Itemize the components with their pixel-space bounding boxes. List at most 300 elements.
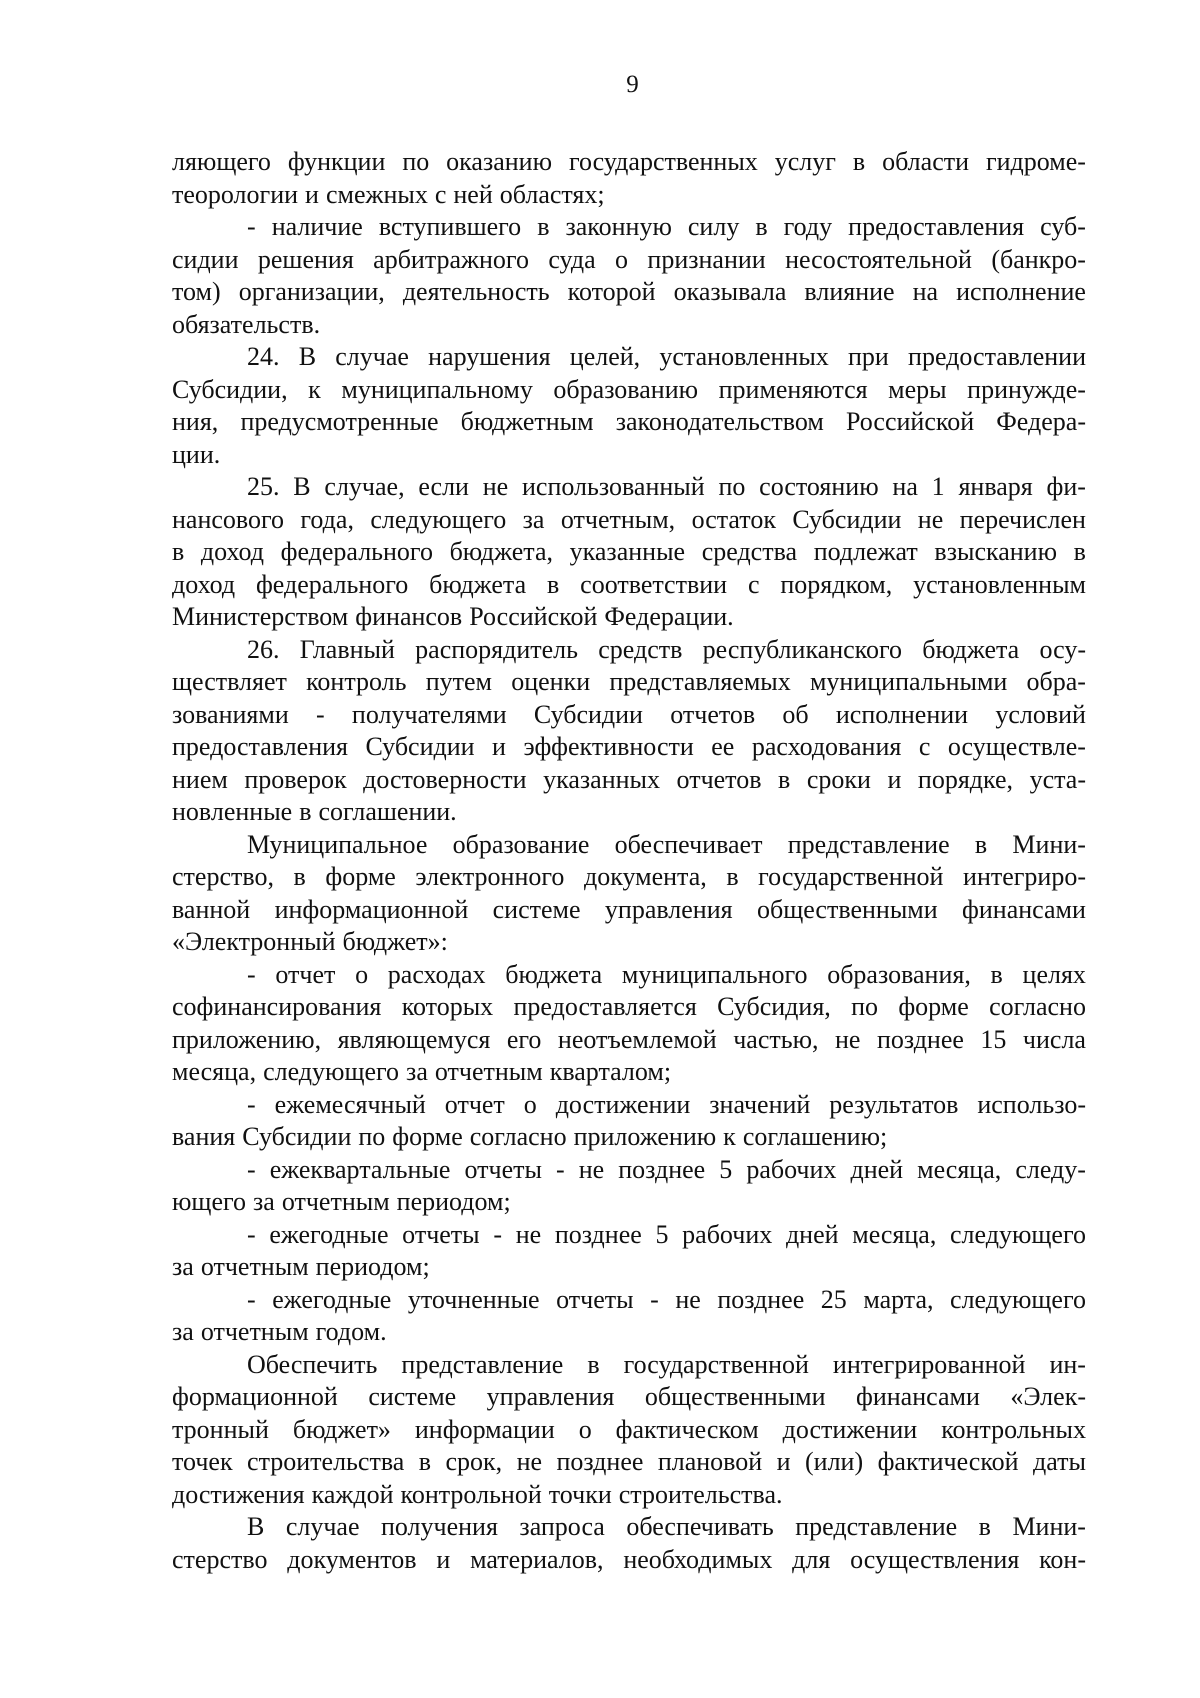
- word: целей,: [569, 342, 641, 371]
- word: которых: [401, 992, 494, 1021]
- word: Главный: [299, 634, 395, 664]
- word: следу-: [1015, 1154, 1086, 1184]
- word: ней: [453, 179, 493, 209]
- word: дней: [850, 1154, 904, 1184]
- word: получателями: [351, 699, 507, 729]
- word: целях: [1022, 959, 1086, 989]
- text-line: [172, 569, 1086, 602]
- word: к: [308, 374, 321, 404]
- word: предоставления: [172, 732, 348, 761]
- text-line: [172, 1186, 1086, 1219]
- word: на: [892, 472, 918, 501]
- word: установленным: [913, 569, 1086, 599]
- word: не: [675, 1284, 701, 1314]
- word: расходования: [751, 732, 902, 761]
- word: срок,: [445, 1447, 503, 1476]
- word: дней: [785, 1219, 839, 1249]
- text-line: [172, 959, 1086, 992]
- word: Субсидии: [533, 699, 643, 729]
- word: интегриро-: [963, 862, 1086, 891]
- word: которой: [567, 277, 656, 306]
- text-line: [172, 1349, 1086, 1382]
- word: несостоятельной: [785, 244, 972, 274]
- word: интегрированной: [832, 1349, 1026, 1379]
- word: по: [358, 1122, 386, 1151]
- word: государственной: [758, 862, 944, 891]
- word: осу-: [1039, 634, 1086, 664]
- word: об: [782, 699, 809, 729]
- word: -: [556, 1154, 565, 1184]
- word: сроки: [806, 764, 871, 794]
- word: согласно: [469, 1122, 567, 1151]
- word: предоставления: [848, 212, 1025, 241]
- text-line: [172, 861, 1086, 894]
- text-line: [172, 504, 1086, 537]
- word: фактическом: [615, 1414, 759, 1444]
- word: оказывала: [673, 277, 787, 306]
- word: порядком,: [780, 569, 893, 599]
- text-line: [172, 1511, 1086, 1544]
- word: использованный: [522, 472, 705, 501]
- word: контрольных: [941, 1414, 1086, 1444]
- word: состоянию: [759, 472, 879, 501]
- text-line: [172, 1089, 1086, 1122]
- word: -: [247, 959, 256, 989]
- word: нарушения: [428, 342, 551, 371]
- word: В: [293, 472, 311, 501]
- word: установленных: [659, 342, 829, 371]
- word: уста-: [1029, 764, 1086, 794]
- word: области: [882, 147, 970, 176]
- word: управления: [604, 894, 733, 924]
- word: в: [299, 797, 312, 826]
- word: указанные: [569, 537, 686, 566]
- word: января: [958, 472, 1033, 501]
- word: 26.: [247, 634, 280, 664]
- word: отчетов: [676, 764, 762, 794]
- word: представление: [795, 1512, 958, 1541]
- word: следующего: [950, 1219, 1086, 1249]
- word: признании: [647, 244, 766, 274]
- word: не: [578, 1154, 605, 1184]
- word: месяца,: [852, 1219, 937, 1249]
- word: в: [978, 1512, 991, 1541]
- word: 25.: [247, 472, 280, 501]
- word: Мини-: [1012, 1512, 1086, 1541]
- word: бюджет»: [292, 1414, 391, 1444]
- word: Российской: [469, 602, 598, 631]
- word: образование: [452, 829, 590, 859]
- word: Муниципальное: [247, 829, 428, 859]
- text-line: [172, 1316, 1086, 1349]
- word: бюджета: [505, 959, 603, 989]
- text-line: [172, 276, 1086, 309]
- word: государственных: [568, 147, 758, 176]
- word: услуг: [774, 147, 836, 176]
- word: отчеты: [402, 1219, 480, 1249]
- word: функции: [287, 147, 386, 176]
- word: ляющего: [172, 147, 271, 176]
- word: форме: [898, 992, 969, 1021]
- word: -: [493, 1219, 502, 1249]
- text-line: [172, 1381, 1086, 1414]
- word: влияние: [804, 277, 895, 306]
- word: стерство: [172, 1544, 268, 1574]
- word: 5: [719, 1154, 733, 1184]
- word: о: [578, 1414, 592, 1444]
- word: каждой: [311, 1479, 394, 1509]
- word: месяца,: [172, 1057, 257, 1086]
- word: -: [247, 1284, 256, 1314]
- word: в: [852, 147, 866, 176]
- word: если: [418, 472, 469, 501]
- word: в: [974, 829, 988, 859]
- word: представляемых: [609, 667, 791, 696]
- word: (банкро-: [991, 244, 1086, 274]
- word: Обеспечить: [247, 1349, 378, 1379]
- word: форме: [325, 862, 396, 891]
- word: информационной: [274, 894, 469, 924]
- word: финансами: [962, 894, 1086, 924]
- word: и: [776, 1447, 791, 1476]
- word: обеспечивать: [626, 1512, 774, 1541]
- word: точки: [548, 1479, 612, 1509]
- word: -: [247, 1154, 256, 1184]
- text-line: [172, 341, 1086, 374]
- word: осуществления: [850, 1544, 1020, 1574]
- word: Министерством: [172, 602, 349, 631]
- word: оценки: [511, 667, 591, 696]
- word: отчеты: [556, 1284, 634, 1314]
- word: обязательств.: [172, 309, 321, 339]
- text-line: [172, 829, 1086, 862]
- word: информации: [414, 1414, 555, 1444]
- text-line: [172, 634, 1086, 667]
- word: ществляет: [172, 667, 287, 696]
- word: отчетным: [200, 1252, 309, 1281]
- word: за: [172, 1317, 194, 1346]
- word: стерство,: [172, 862, 274, 891]
- word: расходах: [387, 959, 486, 989]
- word: тронный: [172, 1414, 269, 1444]
- word: электронного: [415, 862, 565, 891]
- word: перечислен: [959, 504, 1086, 534]
- word: распорядитель: [415, 634, 579, 664]
- word: значений: [709, 1089, 811, 1119]
- word: кон-: [1039, 1544, 1086, 1574]
- word: решения: [257, 244, 354, 274]
- word: позднее: [556, 1447, 644, 1476]
- word: ванной: [172, 894, 251, 924]
- text-line: [172, 1284, 1086, 1317]
- word: приложению: [573, 1122, 717, 1151]
- word: исполнение: [956, 277, 1086, 306]
- word: -: [650, 1284, 659, 1314]
- word: и: [305, 179, 319, 209]
- word: месяца,: [917, 1154, 1002, 1184]
- word: муниципального: [621, 959, 808, 989]
- word: достижении: [782, 1414, 918, 1444]
- word: случае: [335, 342, 409, 371]
- word: форме: [392, 1122, 463, 1151]
- word: в: [418, 1447, 432, 1476]
- word: ежеквартальные: [269, 1154, 451, 1184]
- word: с: [918, 732, 931, 761]
- text-line: [172, 991, 1086, 1024]
- word: не: [516, 1447, 543, 1476]
- word: отчет: [444, 1089, 505, 1119]
- word: 25: [820, 1284, 847, 1314]
- word: ежегодные: [269, 1219, 389, 1249]
- word: бюджета,: [449, 537, 554, 566]
- word: предоставлении: [908, 342, 1086, 371]
- word: достижения: [172, 1479, 305, 1509]
- text-line: [172, 406, 1086, 439]
- word: -: [247, 1089, 256, 1119]
- word: в: [587, 1349, 600, 1379]
- word: на: [912, 277, 939, 306]
- word: позднее: [618, 1154, 706, 1184]
- word: законодательством: [615, 407, 824, 436]
- word: «Электронный: [172, 927, 336, 956]
- word: неотъемлемой: [557, 1024, 717, 1054]
- word: муниципальными: [809, 667, 1008, 696]
- word: обра-: [1026, 667, 1086, 696]
- text-line: [172, 471, 1086, 504]
- word: Субсидии: [365, 732, 475, 761]
- word: федерального: [255, 569, 409, 599]
- word: за: [253, 1187, 275, 1216]
- word: эффективности: [523, 732, 694, 761]
- text-line: [172, 796, 1086, 829]
- text-line: [172, 764, 1086, 797]
- word: ин-: [1049, 1349, 1086, 1379]
- word: Российской: [845, 407, 975, 436]
- word: с: [434, 179, 447, 209]
- word: следующего: [370, 504, 507, 534]
- word: гидроме-: [985, 147, 1086, 176]
- word: строительства.: [618, 1479, 783, 1509]
- text-line: [172, 211, 1086, 244]
- word: позднее: [717, 1284, 805, 1314]
- word: новленные: [172, 797, 293, 826]
- word: остаток: [691, 504, 776, 534]
- word: ежегодные: [272, 1284, 392, 1314]
- word: по: [402, 147, 430, 176]
- word: за: [172, 1252, 194, 1281]
- word: в: [537, 212, 550, 241]
- word: ежемесячный: [274, 1089, 426, 1119]
- word: силу: [687, 212, 740, 241]
- word: системе: [368, 1382, 457, 1411]
- word: общественными: [756, 894, 938, 924]
- text-line: [172, 1544, 1086, 1577]
- text-line: [172, 146, 1086, 179]
- text-line: [172, 179, 1086, 212]
- word: общественными: [644, 1382, 826, 1411]
- word: условий: [995, 699, 1086, 729]
- word: в: [778, 764, 791, 794]
- word: строительства: [247, 1447, 405, 1476]
- word: для: [792, 1544, 831, 1574]
- word: и: [887, 764, 902, 794]
- word: организации,: [238, 277, 385, 306]
- word: получения: [380, 1512, 498, 1541]
- text-line: [172, 601, 1086, 634]
- word: Федера-: [996, 407, 1086, 436]
- word: -: [247, 212, 256, 241]
- word: случае,: [324, 472, 405, 501]
- text-line: [172, 1446, 1086, 1479]
- word: финансами: [855, 1382, 980, 1411]
- word: соответствии: [580, 569, 728, 599]
- word: 24.: [247, 342, 280, 371]
- text-line: [172, 439, 1086, 472]
- text-line: [172, 1121, 1086, 1154]
- word: финансов: [355, 602, 463, 631]
- word: запроса: [519, 1512, 605, 1541]
- word: точек: [172, 1447, 233, 1476]
- word: достоверности: [363, 764, 527, 794]
- word: смежных: [325, 179, 428, 209]
- word: -: [247, 1219, 256, 1249]
- word: отчеты: [464, 1154, 542, 1184]
- text-line: [172, 699, 1086, 732]
- word: ции.: [172, 439, 221, 469]
- word: согласно: [989, 992, 1086, 1021]
- word: к: [723, 1122, 736, 1151]
- word: обеспечивает: [614, 829, 763, 859]
- word: предоставляется: [513, 992, 697, 1021]
- word: документов: [287, 1544, 417, 1574]
- word: нансового: [172, 504, 285, 534]
- text-line: [172, 1024, 1086, 1057]
- word: с: [747, 569, 760, 599]
- word: государственной: [623, 1349, 809, 1379]
- word: зованиями: [172, 699, 289, 729]
- word: о: [523, 1089, 537, 1119]
- word: 15: [980, 1024, 1007, 1054]
- document-body: [172, 146, 1086, 1576]
- word: и: [436, 1544, 451, 1574]
- word: бюджет»:: [342, 927, 448, 956]
- word: в: [990, 959, 1003, 989]
- word: за: [406, 1057, 428, 1086]
- word: системе: [492, 894, 581, 924]
- word: отчетным: [200, 1317, 309, 1346]
- word: контроль: [306, 667, 407, 696]
- word: частью,: [733, 1024, 819, 1054]
- word: использо-: [977, 1089, 1086, 1119]
- word: о: [355, 959, 369, 989]
- word: году: [783, 212, 833, 241]
- word: суда: [548, 244, 596, 274]
- text-line: [172, 666, 1086, 699]
- word: при: [848, 342, 889, 371]
- word: суб-: [1040, 212, 1086, 241]
- word: доход: [200, 537, 264, 566]
- word: взысканию: [934, 537, 1058, 566]
- word: арбитражного: [373, 244, 529, 274]
- word: «Элек-: [1010, 1382, 1086, 1411]
- word: порядке,: [917, 764, 1014, 794]
- word: Субсидии: [792, 504, 902, 534]
- word: осуществле-: [947, 732, 1086, 761]
- word: муниципальному: [341, 374, 533, 404]
- text-line: [172, 1056, 1086, 1089]
- word: контрольной: [400, 1479, 542, 1509]
- word: его: [506, 1024, 542, 1054]
- word: оказанию: [446, 147, 553, 176]
- word: бюджетным: [460, 407, 594, 436]
- word: представление: [401, 1349, 564, 1379]
- word: марта,: [863, 1284, 934, 1314]
- word: фи-: [1046, 472, 1086, 501]
- word: меры: [888, 374, 947, 404]
- word: вступившего: [378, 212, 522, 241]
- word: ее: [711, 732, 735, 761]
- text-line: [172, 1219, 1086, 1252]
- word: соглашении.: [318, 797, 457, 826]
- word: Субсидии: [242, 1122, 352, 1151]
- word: по: [851, 992, 879, 1021]
- word: наличие: [271, 212, 363, 241]
- word: рабочих: [682, 1219, 773, 1249]
- word: бюджета: [922, 634, 1020, 664]
- word: отчетным,: [560, 504, 676, 534]
- text-line: [172, 1251, 1086, 1284]
- word: являющемуся: [337, 1024, 491, 1054]
- word: 5: [655, 1219, 669, 1249]
- word: плановой: [657, 1447, 763, 1476]
- word: уточненные: [407, 1284, 540, 1314]
- word: указанных: [543, 764, 661, 794]
- word: применяются: [718, 374, 868, 404]
- word: (или): [805, 1447, 864, 1476]
- word: соглашению;: [742, 1122, 888, 1151]
- word: отчетов: [670, 699, 756, 729]
- word: бюджета: [429, 569, 527, 599]
- word: позднее: [876, 1024, 964, 1054]
- word: приложению,: [172, 1024, 322, 1054]
- word: числа: [1022, 1024, 1086, 1054]
- text-line: [172, 374, 1086, 407]
- word: за: [522, 504, 545, 534]
- word: проверок: [244, 764, 347, 794]
- word: образования,: [827, 959, 971, 989]
- word: позднее: [554, 1219, 642, 1249]
- word: периодом;: [315, 1252, 430, 1281]
- word: 1: [931, 472, 945, 501]
- word: отчетным: [434, 1057, 543, 1086]
- word: следующего: [263, 1057, 400, 1086]
- word: не: [917, 504, 944, 534]
- text-line: [172, 244, 1086, 277]
- word: отчетным: [281, 1187, 390, 1216]
- word: ния,: [172, 407, 219, 436]
- word: необходимых: [623, 1544, 773, 1574]
- word: отчет: [275, 959, 336, 989]
- word: вания: [172, 1122, 236, 1151]
- word: в: [172, 537, 185, 566]
- word: в: [755, 212, 768, 241]
- text-line: [172, 1479, 1086, 1512]
- word: управления: [486, 1382, 615, 1411]
- word: о: [615, 244, 629, 274]
- word: результатов: [829, 1089, 959, 1119]
- word: софинансирования: [172, 992, 382, 1021]
- text-line: [172, 926, 1086, 959]
